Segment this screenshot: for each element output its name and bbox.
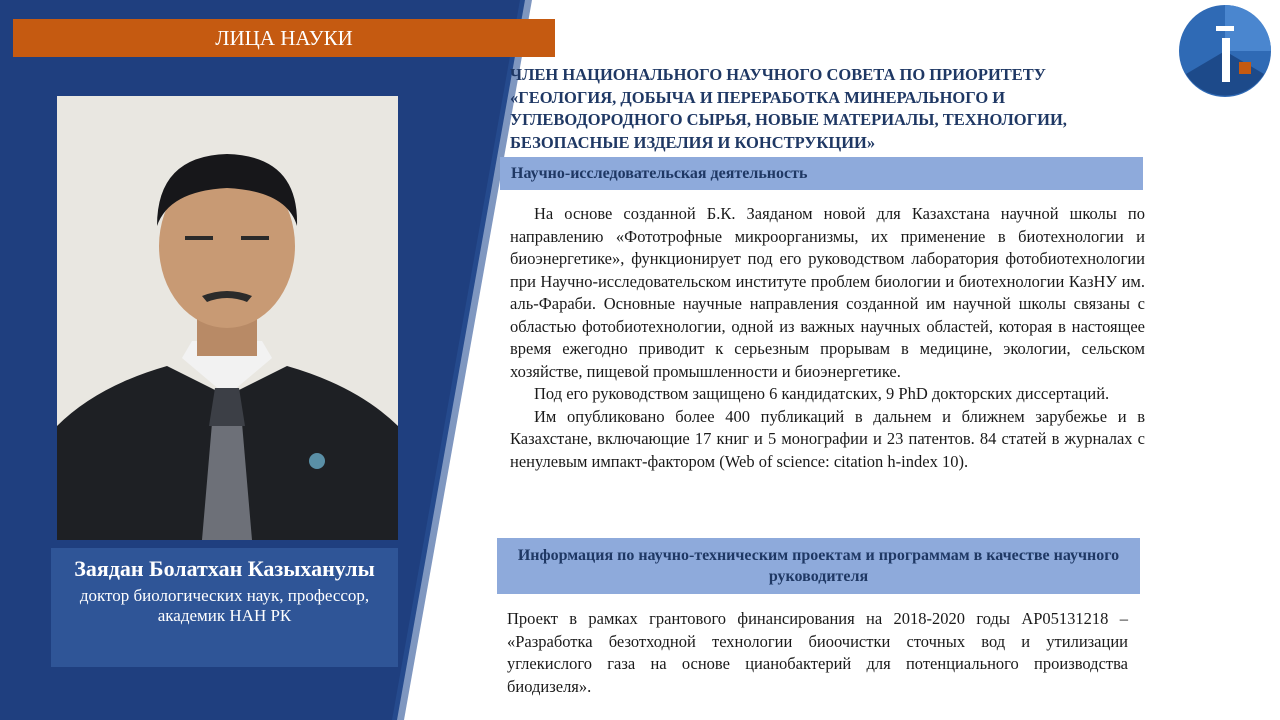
banner-label: ЛИЦА НАУКИ xyxy=(215,25,353,50)
project-description: Проект в рамках грантового финансирования на 2018-2020 годы AP05131218 – «Разработка безотходной технологии биоочистки сточных вод и утилизации углекислого газа на основе цианобактерий для потенциального производства биодизеля». xyxy=(507,609,1128,696)
research-paragraph: На основе созданной Б.К. Заяданом новой для Казахстана научной школы по направлению «Фототрофные микроорганизмы, их применение в биотехнологии и биоэнергетике», функционирует под его руководством лаборатория фотобиотехнологии при Научно-исследовательском институте проблем биологии и биотехнологии КазНУ им. аль-Фараби. Основные научные направления созданной им научной школы связаны с областью фотобиотехнологии, одной из важных научных областей, которая в настоящее время ежегодно приводит к серьезным прорывам в медицине, экологии, сельском хозяйстве, пищевой промышленности и биоэнергетике. xyxy=(510,204,1145,381)
council-heading: ЧЛЕН НАЦИОНАЛЬНОГО НАУЧНОГО СОВЕТА ПО ПРИОРИТЕТУ «ГЕОЛОГИЯ, ДОБЫЧА И ПЕРЕРАБОТКА МИНЕРАЛЬНОГО И УГЛЕВОДОРОДНОГО СЫРЬЯ, НОВЫЕ МАТЕРИАЛЫ, ТЕХНОЛОГИИ, БЕЗОПАСНЫЕ ИЗДЕЛИЯ И КОНСТРУКЦИИ» xyxy=(510,65,1067,152)
section-banner xyxy=(13,19,555,57)
person-title: доктор биологических наук, профессор, академик НАН РК xyxy=(79,586,370,625)
portrait-illustration xyxy=(57,96,398,540)
portrait-photo xyxy=(57,96,398,540)
research-paragraph: Под его руководством защищено 6 кандидатских, 9 PhD докторских диссертаций. xyxy=(534,384,1110,403)
research-paragraph: Им опубликовано более 400 публикаций в дальнем и ближнем зарубежье и в Казахстане, включающие 17 книг и 5 монографии и 23 патентов. 84 статей в журналах с ненулевым импакт-фактором (Web of science: citation h-index 10). xyxy=(510,406,1145,471)
research-section-header xyxy=(500,157,1143,190)
research-body xyxy=(510,203,1145,473)
research-section-title: Научно-исследовательская деятельность xyxy=(511,164,808,182)
university-logo-icon xyxy=(1178,4,1272,98)
projects-section-title: Информация по научно-техническим проектам и программам в качестве научного руководителя xyxy=(517,547,1120,585)
person-card xyxy=(51,548,398,667)
projects-section-header xyxy=(497,538,1140,594)
person-name: Заядан Болатхан Казыханулы xyxy=(74,556,375,581)
